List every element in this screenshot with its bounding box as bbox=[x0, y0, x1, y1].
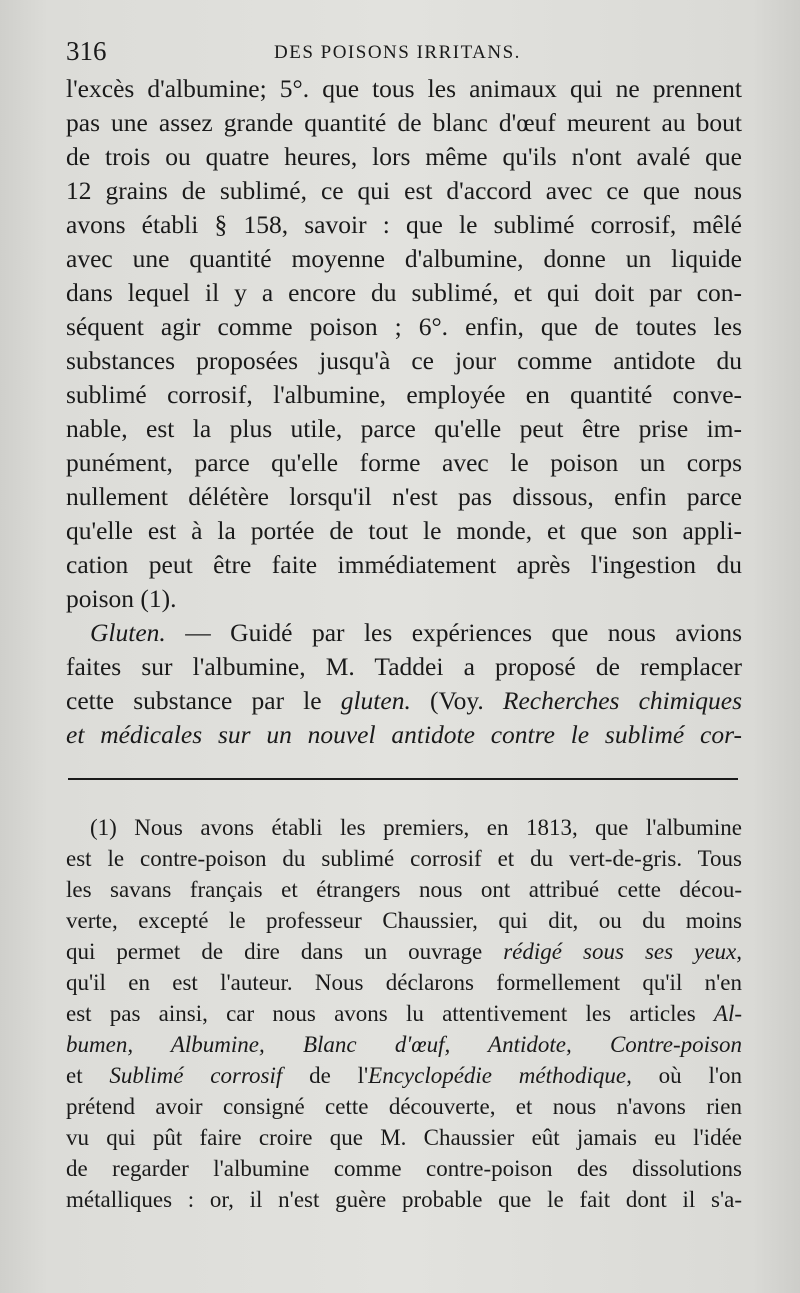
footnote-line: de regarder l'albumine comme contre-poison des dissolutions bbox=[66, 1156, 742, 1181]
gluten-text: — Guidé par les expériences que nous avions bbox=[165, 618, 742, 647]
text-span: cette substance par le bbox=[66, 686, 341, 715]
text-line bbox=[66, 684, 742, 718]
italic-title: Recherches chimiques bbox=[502, 686, 742, 715]
footnote-line bbox=[66, 998, 742, 1029]
footnote-line: (1) Nous avons établi les premiers, en 1813, que l'albumine bbox=[90, 815, 742, 840]
text-line: substances proposées jusqu'à ce jour comme antidote du bbox=[66, 346, 742, 375]
footnote-line: bumen, Albumine, Blanc d'œuf, Antidote, Contre-poison bbox=[66, 1032, 742, 1057]
text-line: poison (1). bbox=[66, 584, 177, 613]
footnote-line: les savans français et étrangers nous ont attribué cette décou- bbox=[66, 877, 742, 902]
text-span: (Voy. bbox=[410, 686, 503, 715]
italic-text: rédigé sous ses yeux, bbox=[503, 939, 742, 964]
footnote-line bbox=[66, 1060, 742, 1091]
footnote-line: est le contre-poison du sublimé corrosif et du vert-de-gris. Tous bbox=[66, 846, 742, 871]
page-header bbox=[66, 36, 746, 70]
footnote-line: métalliques : or, il n'est guère probable que le fait dont il s'a- bbox=[66, 1187, 742, 1212]
footnote-divider bbox=[68, 778, 738, 780]
text-line: avons établi § 158, savoir : que le sublimé corrosif, mêlé bbox=[66, 210, 742, 239]
text-line: pas une assez grande quantité de blanc d'œuf meurent au bout bbox=[66, 108, 742, 137]
footnote-line: qu'il en est l'auteur. Nous déclarons formellement qu'il n'en bbox=[66, 970, 742, 995]
running-title: DES POISONS IRRITANS. bbox=[274, 42, 521, 63]
text-line: nullement délétère lorsqu'il n'est pas dissous, enfin parce bbox=[66, 482, 742, 511]
text-line: faites sur l'albumine, M. Taddei a proposé de remplacer bbox=[66, 652, 742, 681]
gluten-heading: Gluten. bbox=[90, 618, 166, 647]
footnote-line: vu qui pût faire croire que M. Chaussier eût jamais eu l'idée bbox=[66, 1125, 742, 1150]
text-line: dans lequel il y a encore du sublimé, et qui doit par con- bbox=[66, 278, 742, 307]
italic-text: Sublimé corrosif bbox=[109, 1063, 283, 1088]
footnote bbox=[66, 812, 742, 1215]
text-span: est pas ainsi, car nous avons lu attentivement les articles bbox=[66, 1001, 714, 1026]
text-line: nable, est la plus utile, parce qu'elle peut être prise im- bbox=[66, 414, 742, 443]
text-line: séquent agir comme poison ; 6°. enfin, que de toutes les bbox=[66, 312, 742, 341]
text-line: punément, parce qu'elle forme avec le poison un corps bbox=[66, 448, 742, 477]
text-line: sublimé corrosif, l'albumine, employée en quantité conve- bbox=[66, 380, 742, 409]
text-span: et bbox=[66, 1063, 110, 1088]
italic-title-line: et médicales sur un nouvel antidote contre le sublimé cor- bbox=[66, 720, 742, 749]
italic-text: Al- bbox=[713, 1001, 742, 1026]
footnote-line bbox=[66, 936, 742, 967]
page-number: 316 bbox=[66, 36, 107, 66]
text-line: qu'elle est à la portée de tout le monde, et que son appli- bbox=[66, 516, 742, 545]
footnote-line: verte, excepté le professeur Chaussier, qui dit, ou du moins bbox=[66, 908, 742, 933]
text-line: avec une quantité moyenne d'albumine, donne un liquide bbox=[66, 244, 742, 273]
italic-text: Encyclopédie méthodique, bbox=[368, 1063, 632, 1088]
gluten-paragraph-start bbox=[66, 616, 742, 650]
text-line: 12 grains de sublimé, ce qui est d'accord avec ce que nous bbox=[66, 176, 742, 205]
text-span: qui permet de dire dans un ouvrage bbox=[66, 939, 504, 964]
text-line: cation peut être faite immédiatement après l'ingestion du bbox=[66, 550, 742, 579]
text-line: de trois ou quatre heures, lors même qu'ils n'ont avalé que bbox=[66, 142, 742, 171]
text-span: de l' bbox=[282, 1063, 369, 1088]
main-text bbox=[66, 72, 742, 752]
footnote-line: prétend avoir consigné cette découverte, et nous n'avons rien bbox=[66, 1094, 742, 1119]
italic-term: gluten. bbox=[340, 686, 411, 715]
text-line: l'excès d'albumine; 5°. que tous les animaux qui ne prennent bbox=[66, 74, 742, 103]
text-span: où l'on bbox=[631, 1063, 742, 1088]
